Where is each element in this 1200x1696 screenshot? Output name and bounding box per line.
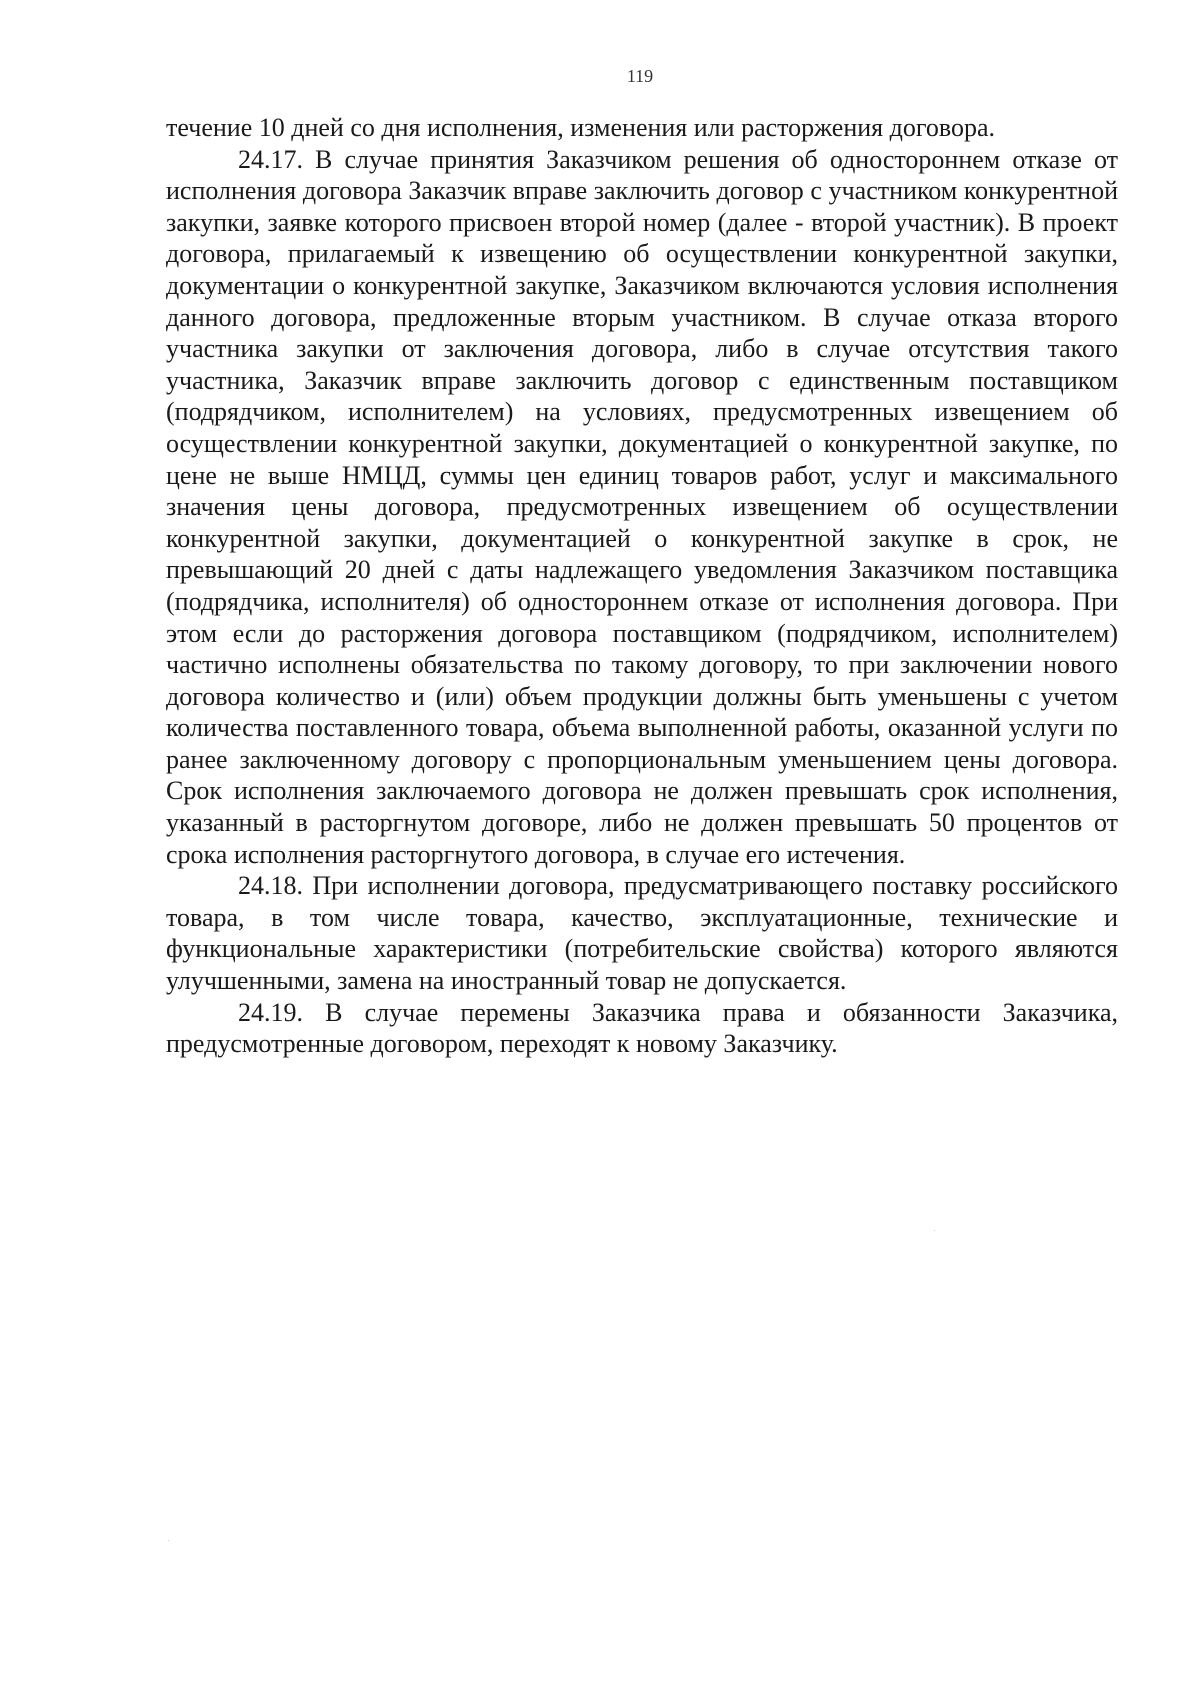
document-body	[166, 112, 1118, 1060]
clause-24-17: 24.17. В случае принятия Заказчиком решения об одностороннем отказе от исполнения договора Заказчик вправе заключить договор с участником конкурентной закупки, заявке которого присвоен второй номер (далее - второй участник). В проект договора, прилагаемый к извещению об осуществлении конкурентной закупки, документации о конкурентной закупке, Заказчиком включаются условия исполнения данного договора, предложенные вторым участником. В случае отказа второго участника закупки от заключения договора, либо в случае отсутствия такого участника, Заказчик вправе заключить договор с единственным поставщиком (подрядчиком, исполнителем) на условиях, предусмотренных извещением об осуществлении конкурентной закупки, документацией о конкурентной закупке, по цене не выше НМЦД, суммы цен единиц товаров работ, услуг и максимального значения цены договора, предусмотренных извещением об осуществлении конкурентной закупки, документацией о конкурентной закупке в срок, не превышающий 20 дней с даты надлежащего уведомления Заказчиком поставщика (подрядчика, исполнителя) об одностороннем отказе от исполнения договора. При этом если до расторжения договора поставщиком (подрядчиком, исполнителем) частично исполнены обязательства по такому договору, то при заключении нового договора количество и (или) объем продукции должны быть уменьшены с учетом количества поставленного товара, объема выполненной работы, оказанной услуги по ранее заключенному договору с пропорциональным уменьшением цены договора. Срок исполнения заключаемого договора не должен превышать срок исполнения, указанный в расторгнутом договоре, либо не должен превышать 50 процентов от срока исполнения расторгнутого договора, в случае его истечения.	[166, 144, 1118, 869]
scan-speck	[934, 1230, 935, 1231]
clause-24-19: 24.19. В случае перемены Заказчика права и обязанности Заказчика, предусмотренные договором, переходят к новому Заказчику.	[166, 997, 1118, 1059]
scan-speck	[168, 1540, 169, 1541]
page-number: 119	[626, 66, 654, 86]
paragraph-continuation: течение 10 дней со дня исполнения, изменения или расторжения договора.	[166, 113, 996, 142]
clause-24-18: 24.18. При исполнении договора, предусматривающего поставку российского товара, в том числе товара, качество, эксплуатационные, технические и функциональные характеристики (потребительские свойства) которого являются улучшенными, замена на иностранный товар не допускается.	[166, 871, 1118, 996]
